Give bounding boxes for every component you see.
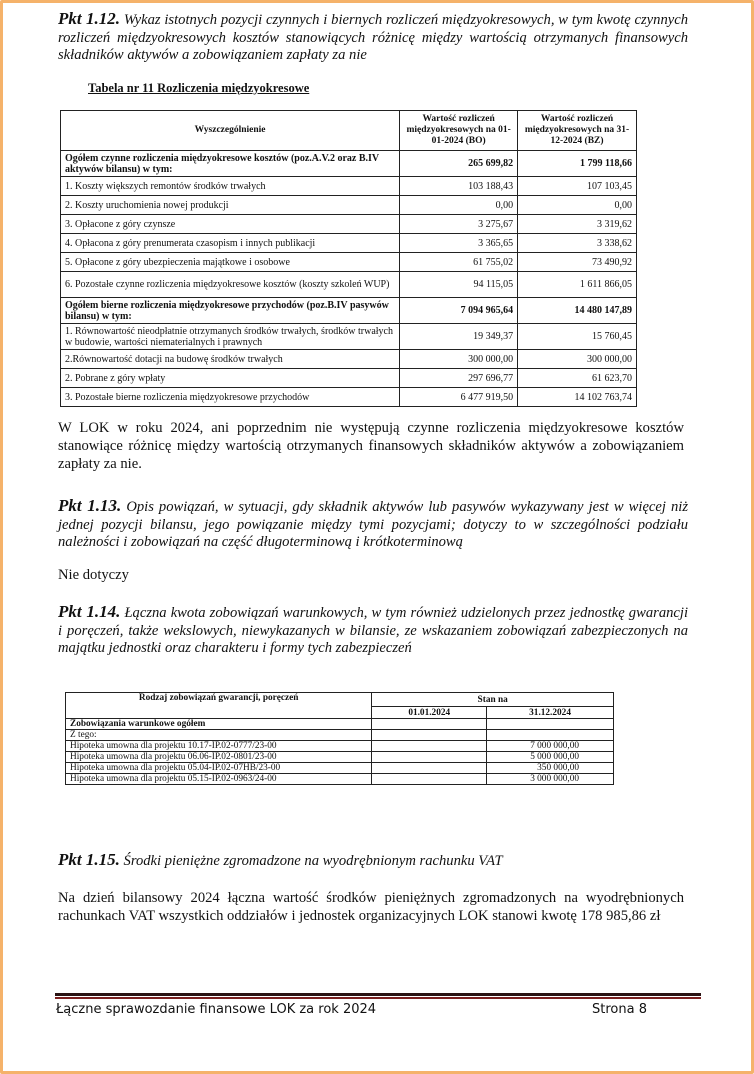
- table-cell: 3 338,62: [518, 234, 637, 253]
- table-cell: 3. Pozostałe bierne rozliczenia międzyokresowe przychodów: [61, 388, 400, 407]
- table-cell: 2.Równowartość dotacji na budowę środków trwałych: [61, 350, 400, 369]
- table-cell: 5 000 000,00: [487, 752, 614, 763]
- table-cell: 3 275,67: [400, 215, 518, 234]
- table-row: [61, 350, 637, 369]
- table-cell: 2. Koszty uruchomienia nowej produkcji: [61, 196, 400, 215]
- table-cell: 61 755,02: [400, 253, 518, 272]
- table-cell: 350 000,00: [487, 763, 614, 774]
- page-number: Strona 8: [592, 1002, 647, 1017]
- table-cell: [487, 730, 614, 741]
- table-row: [61, 151, 637, 177]
- pkt-1-14: [58, 603, 688, 658]
- table-cell: 14 102 763,74: [518, 388, 637, 407]
- footer-rule: [55, 993, 701, 996]
- pkt-1-15-text: Środki pieniężne zgromadzone na wyodrębnionym rachunku VAT: [123, 853, 503, 869]
- table-row: [61, 253, 637, 272]
- table-11-header: Wartość rozliczeń międzyokresowych na 31-12-2024 (BZ): [518, 111, 637, 151]
- table-11: [60, 110, 637, 407]
- table-cell: Hipoteka umowna dla projektu 10.17-IP.02-0777/23-00: [66, 741, 372, 752]
- table-row: [61, 177, 637, 196]
- pkt-1-13-text: Opis powiązań, w sytuacji, gdy składnik aktywów lub pasywów wykazywany jest w więcej niż jednej pozycji bilansu, jego powiązanie między tymi pozycjami; dotyczy to w szczególności podziału należności i zobowiązań na część długoterminową i krótkoterminową: [58, 499, 688, 550]
- table-cell: 6 477 919,50: [400, 388, 518, 407]
- table-cell: 6. Pozostałe czynne rozliczenia międzyokresowe kosztów (koszty szkoleń WUP): [61, 272, 400, 298]
- guar-total-label: Zobowiązania warunkowe ogółem: [66, 719, 372, 730]
- table-cell: 107 103,45: [518, 177, 637, 196]
- table-cell: [372, 719, 487, 730]
- guar-header-kind: Rodzaj zobowiązań gwarancji, poręczeń: [66, 693, 372, 719]
- table-cell: Hipoteka umowna dla projektu 06.06-IP.02-0801/23-00: [66, 752, 372, 763]
- table-cell: 94 115,05: [400, 272, 518, 298]
- table-row: [61, 369, 637, 388]
- pkt-1-14-label: Pkt 1.14.: [58, 602, 121, 621]
- pkt-1-12-text: Wykaz istotnych pozycji czynnych i biernych rozliczeń międzyokresowych, w tym kwotę czynnych rozliczeń międzyokresowych kosztów stanowiących różnicę między wartością otrzymanych finansowych składników aktywów a zobowiązaniem zapłaty za nie: [58, 12, 689, 63]
- guar-header-date2: 31.12.2024: [487, 707, 614, 719]
- table-cell: [372, 752, 487, 763]
- table-cell: 3 365,65: [400, 234, 518, 253]
- table-cell: 14 480 147,89: [518, 298, 637, 324]
- table-cell: 300 000,00: [400, 350, 518, 369]
- lok-paragraph: W LOK w roku 2024, ani poprzednim nie występują czynne rozliczenia międzyokresowe kosztów stanowiące różnicę między wartością otrzymanych finansowych składników aktywów a zobowiązaniem zapłaty za nie.: [58, 420, 684, 472]
- table-cell: 7 000 000,00: [487, 741, 614, 752]
- table-cell: 61 623,70: [518, 369, 637, 388]
- pkt-1-12: [58, 10, 688, 65]
- pkt-1-13: [58, 497, 688, 552]
- table-cell: [372, 741, 487, 752]
- pkt-1-15-label: Pkt 1.15.: [58, 850, 120, 869]
- table-cell: 15 760,45: [518, 324, 637, 350]
- table-row: [61, 234, 637, 253]
- table-cell: 103 188,43: [400, 177, 518, 196]
- table-cell: Ogółem czynne rozliczenia międzyokresowe kosztów (poz.A.V.2 oraz B.IV aktywów bilansu) w tym:: [61, 151, 400, 177]
- table-row: [66, 719, 614, 730]
- table-cell: Hipoteka umowna dla projektu 05.15-IP.02-0963/24-00: [66, 774, 372, 785]
- table-cell: 3. Opłacone z góry czynsze: [61, 215, 400, 234]
- table-row: [61, 298, 637, 324]
- table-cell: 19 349,37: [400, 324, 518, 350]
- table-cell: Ogółem bierne rozliczenia międzyokresowe przychodów (poz.B.IV pasywów bilansu) w tym:: [61, 298, 400, 324]
- guarantees-table: [65, 692, 614, 785]
- table-cell: 1. Równowartość nieodpłatnie otrzymanych środków trwałych, środków trwałych w budowie, wartości niematerialnych i prawnych: [61, 324, 400, 350]
- table-cell: 3 000 000,00: [487, 774, 614, 785]
- table-11-header: Wyszczególnienie: [61, 111, 400, 151]
- table-row: [61, 272, 637, 298]
- table-row: [61, 196, 637, 215]
- table-cell: 265 699,82: [400, 151, 518, 177]
- table-cell: 1 799 118,66: [518, 151, 637, 177]
- table-cell: 1 611 866,05: [518, 272, 637, 298]
- table-cell: 5. Opłacone z góry ubezpieczenia majątkowe i osobowe: [61, 253, 400, 272]
- table-cell: 300 000,00: [518, 350, 637, 369]
- guar-of-which: Z tego:: [66, 730, 372, 741]
- pkt-1-15: [58, 851, 688, 871]
- table-cell: [372, 774, 487, 785]
- table-row: [66, 730, 614, 741]
- footer-rule-accent: [55, 997, 701, 999]
- table-cell: 4. Opłacona z góry prenumerata czasopism i innych publikacji: [61, 234, 400, 253]
- table-row: [61, 324, 637, 350]
- pkt-1-13-label: Pkt 1.13.: [58, 496, 122, 515]
- nie-dotyczy: Nie dotyczy: [58, 567, 129, 583]
- table-11-header: Wartość rozliczeń międzyokresowych na 01-01-2024 (BO): [400, 111, 518, 151]
- table-row: [66, 763, 614, 774]
- table-11-caption: Tabela nr 11 Rozliczenia międzyokresowe: [88, 81, 310, 95]
- footer-title: Łączne sprawozdanie finansowe LOK za rok 2024: [56, 1002, 377, 1017]
- table-row: [61, 388, 637, 407]
- table-cell: [487, 719, 614, 730]
- table-cell: 7 094 965,64: [400, 298, 518, 324]
- table-row: [66, 774, 614, 785]
- table-cell: 297 696,77: [400, 369, 518, 388]
- table-cell: [372, 730, 487, 741]
- table-cell: 0,00: [400, 196, 518, 215]
- table-cell: 2. Pobrane z góry wpłaty: [61, 369, 400, 388]
- table-row: [66, 741, 614, 752]
- table-row: [61, 215, 637, 234]
- table-row: [66, 752, 614, 763]
- pkt-1-14-text: Łączna kwota zobowiązań warunkowych, w tym również udzielonych przez jednostkę gwarancji i poręczeń, także wekslowych, niewykazanych w bilansie, ze wskazaniem zobowiązań zabezpieczonych na majątku jednostki oraz charakteru i formy tych zabezpieczeń: [58, 605, 688, 656]
- table-cell: 3 319,62: [518, 215, 637, 234]
- table-cell: [372, 763, 487, 774]
- guar-header-state: Stan na: [372, 693, 614, 707]
- table-cell: 0,00: [518, 196, 637, 215]
- pkt-1-12-label: Pkt 1.12.: [58, 9, 121, 28]
- table-cell: 1. Koszty większych remontów środków trwałych: [61, 177, 400, 196]
- table-cell: 73 490,92: [518, 253, 637, 272]
- vat-paragraph: Na dzień bilansowy 2024 łączna wartość środków pieniężnych zgromadzonych na wyodrębnionych rachunkach VAT wszystkich oddziałów i jednostek organizacyjnych LOK stanowi kwotę 178 985,86 zł: [58, 890, 684, 924]
- table-cell: Hipoteka umowna dla projektu 05.04-IP.02-07HB/23-00: [66, 763, 372, 774]
- guar-header-date1: 01.01.2024: [372, 707, 487, 719]
